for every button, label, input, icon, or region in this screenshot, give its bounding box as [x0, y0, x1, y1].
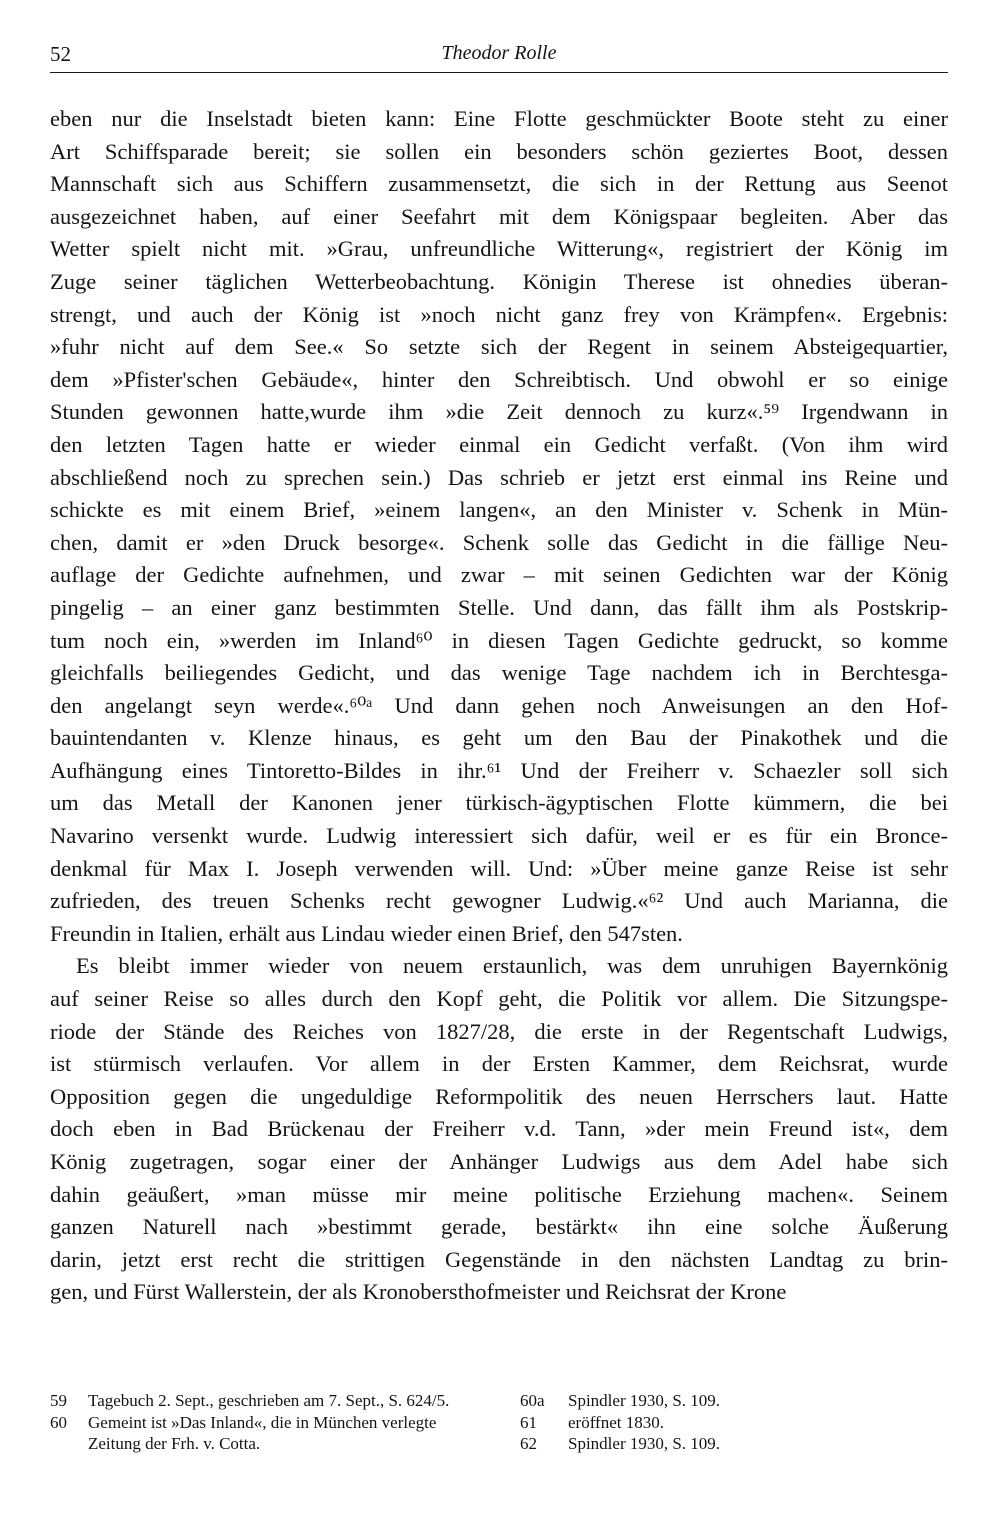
- text-line: Stunden gewonnen hatte,wurde ihm »die Zeit dennoch zu kurz«.⁵⁹ Irgendwann in: [50, 399, 948, 425]
- text-line: Aufhängung eines Tintoretto-Bildes in ihr.⁶¹ Und der Freiherr v. Schaezler soll sich: [50, 757, 948, 783]
- text-line: Mannschaft sich aus Schiffern zusammensetzt, die sich in der Rettung aus Seenot: [50, 171, 948, 197]
- footnote: [50, 1412, 490, 1455]
- footnote-text: Spindler 1930, S. 109.: [568, 1434, 721, 1453]
- text-line: zufrieden, des treuen Schenks recht gewogner Ludwig.«⁶² Und auch Marianna, die: [50, 888, 948, 914]
- text-line: Navarino versenkt wurde. Ludwig interessiert sich dafür, weil er es für ein Bronce-: [50, 823, 948, 849]
- text-line: gleichfalls beiliegendes Gedicht, und das wenige Tage nachdem ich in Berchtesga-: [50, 660, 948, 686]
- footnote: [50, 1390, 490, 1412]
- text-line: dem »Pfister'schen Gebäude«, hinter den Schreibtisch. Und obwohl er so einige: [50, 366, 948, 392]
- text-line: ist stürmisch verlaufen. Vor allem in der Ersten Kammer, dem Reichsrat, wurde: [50, 1051, 948, 1077]
- footnotes-right-column: [520, 1390, 940, 1455]
- text-line: Freundin in Italien, erhält aus Lindau wieder einen Brief, den 547sten.: [50, 920, 683, 946]
- page-number: 52: [50, 42, 71, 66]
- text-line: auf seiner Reise so alles durch den Kopf geht, die Politik vor allem. Die Sitzungspe-: [50, 986, 948, 1012]
- body-text: [50, 103, 948, 1309]
- text-line: strengt, und auch der König ist »noch nicht ganz frey von Krämpfen«. Ergebnis:: [50, 301, 948, 327]
- text-line: schickte es mit einem Brief, »einem langen«, an den Minister v. Schenk in Mün-: [50, 497, 948, 523]
- text-line: doch eben in Bad Brückenau der Freiherr v.d. Tann, »der mein Freund ist«, dem: [50, 1116, 948, 1142]
- text-line: um das Metall der Kanonen jener türkisch-ägyptischen Flotte kümmern, die bei: [50, 790, 948, 816]
- text-line: eben nur die Inselstadt bieten kann: Eine Flotte geschmückter Boote steht zu einer: [50, 106, 948, 131]
- text-line: König zugetragen, sogar einer der Anhänger Ludwigs aus dem Adel habe sich: [50, 1149, 948, 1174]
- footnote-text: Tagebuch 2. Sept., geschrieben am 7. Sept., S. 624/5.: [88, 1391, 450, 1410]
- text-line: chen, damit er »den Druck besorge«. Schenk solle das Gedicht in die fällige Neu-: [50, 529, 948, 555]
- text-line: den angelangt seyn werde«.⁶⁰ᵃ Und dann gehen noch Anweisungen an den Hof-: [50, 692, 948, 718]
- text-line: auflage der Gedichte aufnehmen, und zwar – mit seinen Gedichten war der König: [50, 562, 948, 588]
- footnote: [520, 1433, 940, 1455]
- text-line: ganzen Naturell nach »bestimmt gerade, bestärkt« ihn eine solche Äußerung: [50, 1214, 948, 1240]
- text-line: denkmal für Max I. Joseph verwenden will. Und: »Über meine ganze Reise ist sehr: [50, 855, 948, 881]
- text-line: riode der Stände des Reiches von 1827/28, die erste in der Regentschaft Ludwigs,: [50, 1018, 948, 1044]
- footnote-number: 62: [520, 1434, 537, 1453]
- text-line: bauintendanten v. Klenze hinaus, es geht um den Bau der Pinakothek und die: [50, 725, 948, 751]
- footnote-text: Gemeint ist »Das Inland«, die in München verlegte Zeitung der Frh. v. Cotta.: [88, 1412, 437, 1453]
- text-line: dahin geäußert, »man müsse mir meine politische Erziehung machen«. Seinem: [50, 1181, 948, 1207]
- header-rule: [50, 72, 948, 73]
- text-line: Zuge seiner täglichen Wetterbeobachtung. Königin Therese ist ohnedies überan-: [50, 268, 948, 294]
- text-line: gen, und Fürst Wallerstein, der als Kronobersthofmeister und Reichsrat der Krone: [50, 1279, 787, 1305]
- footnote-number: 59: [50, 1391, 67, 1410]
- running-head: Theodor Rolle: [441, 42, 557, 64]
- text-line: Es bleibt immer wieder von neuem erstaunlich, was dem unruhigen Bayernkönig: [76, 953, 948, 979]
- text-line: Art Schiffsparade bereit; sie sollen ein besonders schön geziertes Boot, dessen: [50, 138, 948, 164]
- text-line: Wetter spielt nicht mit. »Grau, unfreundliche Witterung«, registriert der König im: [50, 236, 948, 262]
- page-header: [50, 42, 948, 72]
- footnote-number: 61: [520, 1412, 537, 1432]
- footnote-number: 60a: [520, 1391, 545, 1410]
- footnote: [520, 1412, 940, 1434]
- footnotes-left-column: [50, 1390, 490, 1455]
- text-line: Opposition gegen die ungeduldige Reformpolitik des neuen Herrschers laut. Hatte: [50, 1083, 948, 1109]
- text-line: ausgezeichnet haben, auf einer Seefahrt mit dem Königspaar begleiten. Aber das: [50, 203, 948, 229]
- text-line: pingelig – an einer ganz bestimmten Stelle. Und dann, das fällt ihm als Postskrip-: [50, 594, 948, 620]
- footnote: [520, 1390, 940, 1412]
- text-line: abschließend noch zu sprechen sein.) Das schrieb er jetzt erst einmal ins Reine und: [50, 464, 948, 490]
- footnote-number: 60: [50, 1412, 67, 1432]
- text-line: tum noch ein, »werden im Inland⁶⁰ in diesen Tagen Gedichte gedruckt, so komme: [50, 627, 948, 653]
- text-line: den letzten Tagen hatte er wieder einmal ein Gedicht verfaßt. (Von ihm wird: [50, 431, 948, 457]
- text-line: darin, jetzt erst recht die strittigen Gegenstände in den nächsten Landtag zu brin-: [50, 1246, 948, 1272]
- footnote-text: Spindler 1930, S. 109.: [568, 1391, 721, 1410]
- footnote-text: eröffnet 1830.: [568, 1412, 664, 1432]
- text-line: »fuhr nicht auf dem See.« So setzte sich der Regent in seinem Absteigequartier,: [50, 334, 948, 360]
